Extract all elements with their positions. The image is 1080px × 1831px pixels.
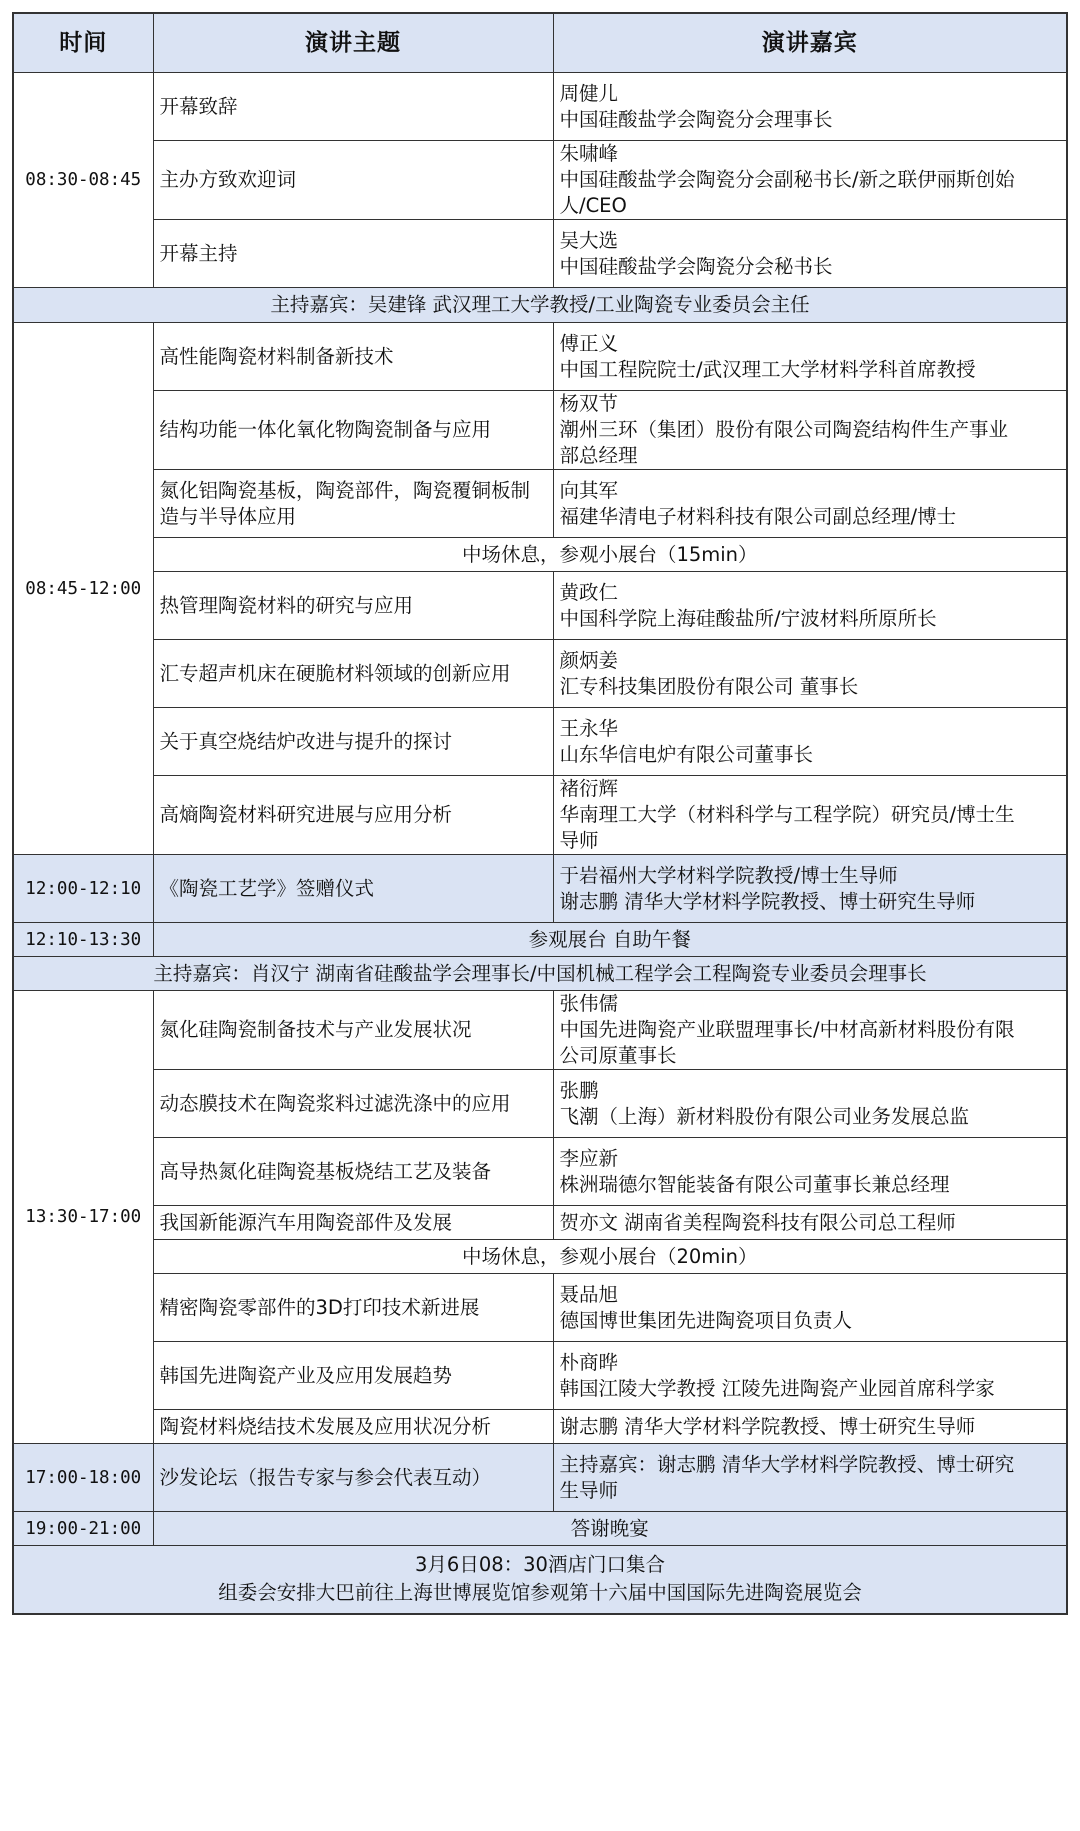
speaker-cell [553,640,1067,708]
header-topic: 演讲主题 [153,13,553,73]
speaker-title: 中国硅酸盐学会陶瓷分会副秘书长/新之联伊丽斯创始 [559,168,1015,191]
dinner-text: 答谢晚宴 [153,1512,1067,1546]
topic-cell: 我国新能源汽车用陶瓷部件及发展 [153,1206,553,1240]
topic-cell: 开幕致辞 [153,73,553,141]
host2-text: 主持嘉宾：肖汉宁 湖南省硅酸盐学会理事长/中国机械工程学会工程陶瓷专业委员会理事长 [13,957,1067,991]
speaker-cell [553,1274,1067,1342]
speaker-cell [553,708,1067,776]
schedule-table [12,12,1068,1615]
speaker-name: 黄政仁 [559,580,619,604]
speaker-name: 朱啸峰 [559,142,619,165]
topic-cell: 高性能陶瓷材料制备新技术 [153,323,553,391]
table-row [13,1410,1067,1444]
speaker-title: 公司原董事长 [559,1044,677,1067]
schedule-sheet [12,12,1066,1615]
forum-time: 17:00-18:00 [13,1444,153,1512]
topic-cell: 高导热氮化硅陶瓷基板烧结工艺及装备 [153,1138,553,1206]
speaker-cell [553,220,1067,288]
break-row [13,1240,1067,1274]
table-row [13,391,1067,470]
topic-cell: 《陶瓷工艺学》签赠仪式 [153,855,553,923]
speaker-name: 傅正义 [559,331,619,355]
speaker-cell [553,1342,1067,1410]
speaker-name: 张鹏 [559,1078,599,1102]
speaker-cell [553,776,1067,855]
speaker-title: 韩国江陵大学教授 江陵先进陶瓷产业园首席科学家 [559,1376,995,1400]
speaker-name: 朴商晔 [559,1350,619,1374]
speaker-title: 于岩福州大学材料学院教授/博士生导师 [559,863,898,887]
host-row [13,957,1067,991]
topic-cell: 动态膜技术在陶瓷浆料过滤洗涤中的应用 [153,1070,553,1138]
host1-text: 主持嘉宾：吴建锋 武汉理工大学教授/工业陶瓷专业委员会主任 [13,288,1067,323]
topic-cell: 陶瓷材料烧结技术发展及应用状况分析 [153,1410,553,1444]
speaker-title: 华南理工大学（材料科学与工程学院）研究员/博士生 [559,803,1015,826]
speaker-title: 株洲瑞德尔智能装备有限公司董事长兼总经理 [559,1172,950,1196]
footer-line: 组委会安排大巴前往上海世博展览馆参观第十六届中国国际先进陶瓷展览会 [218,1581,862,1605]
speaker-cell [553,1138,1067,1206]
table-row [13,1512,1067,1546]
speaker-name: 王永华 [559,716,619,740]
table-row [13,923,1067,957]
topic-cell: 沙发论坛（报告专家与参会代表互动） [153,1444,553,1512]
speaker-cell [553,141,1067,220]
session1-time: 08:30-08:45 [13,73,153,288]
speaker-title: 飞潮（上海）新材料股份有限公司业务发展总监 [559,1104,970,1128]
speaker-name: 颜炳姜 [559,648,619,672]
break-text: 中场休息，参观小展台（15min） [153,538,1067,572]
speaker-title: 中国科学院上海硅酸盐所/宁波材料所原所长 [559,606,937,630]
footer-note [13,1546,1067,1614]
table-row [13,73,1067,141]
speaker-title: 德国博世集团先进陶瓷项目负责人 [559,1308,853,1332]
speaker-title: 部总经理 [559,444,638,467]
speaker-title: 贺亦文 湖南省美程陶瓷科技有限公司总工程师 [559,1210,956,1234]
header-speaker: 演讲嘉宾 [553,13,1067,73]
table-row [13,640,1067,708]
speaker-name: 杨双节 [559,392,619,415]
table-row [13,991,1067,1070]
table-row [13,855,1067,923]
table-row [13,572,1067,640]
table-row [13,220,1067,288]
speaker-name: 周健儿 [559,81,619,105]
speaker-name: 褚衍辉 [559,777,619,800]
speaker-title: 导师 [559,829,599,852]
speaker-cell [553,1206,1067,1240]
topic-cell: 开幕主持 [153,220,553,288]
topic-cell: 结构功能一体化氧化物陶瓷制备与应用 [153,391,553,470]
table-row [13,1138,1067,1206]
break-text: 中场休息，参观小展台（20min） [153,1240,1067,1274]
table-row [13,1274,1067,1342]
speaker-title: 潮州三环（集团）股份有限公司陶瓷结构件生产事业 [559,418,1009,441]
topic-cell: 高熵陶瓷材料研究进展与应用分析 [153,776,553,855]
dinner-time: 19:00-21:00 [13,1512,153,1546]
speaker-name: 向其军 [559,478,619,502]
topic-cell: 热管理陶瓷材料的研究与应用 [153,572,553,640]
speaker-title: 汇专科技集团股份有限公司 董事长 [559,674,859,698]
gift-time: 12:00-12:10 [13,855,153,923]
speaker-title: 主持嘉宾：谢志鹏 清华大学材料学院教授、博士研究 [559,1452,1015,1476]
topic-cell: 汇专超声机床在硬脆材料领域的创新应用 [153,640,553,708]
speaker-title: 中国硅酸盐学会陶瓷分会理事长 [559,107,833,131]
speaker-cell [553,1444,1067,1512]
footer-row [13,1546,1067,1614]
table-row [13,776,1067,855]
speaker-cell [553,572,1067,640]
topic-cell: 关于真空烧结炉改进与提升的探讨 [153,708,553,776]
speaker-cell [553,1070,1067,1138]
table-row [13,323,1067,391]
speaker-title: 谢志鹏 清华大学材料学院教授、博士研究生导师 [559,1414,976,1438]
topic-cell: 氮化硅陶瓷制备技术与产业发展状况 [153,991,553,1070]
header-row [13,13,1067,73]
session3-time: 13:30-17:00 [13,991,153,1444]
table-row [13,1342,1067,1410]
speaker-cell [553,1410,1067,1444]
speaker-title: 山东华信电炉有限公司董事长 [559,742,814,766]
speaker-name: 张伟儒 [559,992,619,1015]
speaker-cell [553,73,1067,141]
speaker-title: 中国先进陶瓷产业联盟理事长/中材高新材料股份有限 [559,1018,1015,1041]
speaker-title: 中国工程院院士/武汉理工大学材料学科首席教授 [559,357,976,381]
lunch-time: 12:10-13:30 [13,923,153,957]
speaker-title: 生导师 [559,1478,619,1502]
table-row [13,1444,1067,1512]
table-row [13,1070,1067,1138]
speaker-title: 人/CEO [559,194,627,217]
header-time: 时间 [13,13,153,73]
speaker-cell [553,855,1067,923]
speaker-title: 中国硅酸盐学会陶瓷分会秘书长 [559,254,833,278]
footer-line: 3月6日08：30酒店门口集合 [415,1553,665,1577]
session2-time: 08:45-12:00 [13,323,153,855]
topic-cell: 韩国先进陶瓷产业及应用发展趋势 [153,1342,553,1410]
table-row [13,141,1067,220]
speaker-title: 谢志鹏 清华大学材料学院教授、博士研究生导师 [559,889,976,913]
table-row [13,708,1067,776]
speaker-name: 吴大选 [559,228,619,252]
lunch-text: 参观展台 自助午餐 [153,923,1067,957]
speaker-name: 聂品旭 [559,1282,619,1306]
host-row [13,288,1067,323]
break-row [13,538,1067,572]
topic-cell: 精密陶瓷零部件的3D打印技术新进展 [153,1274,553,1342]
speaker-cell [553,470,1067,538]
table-row [13,470,1067,538]
speaker-title: 福建华清电子材料科技有限公司副总经理/博士 [559,504,957,528]
speaker-cell [553,391,1067,470]
topic-cell: 氮化铝陶瓷基板，陶瓷部件，陶瓷覆铜板制造与半导体应用 [153,470,553,538]
table-row [13,1206,1067,1240]
speaker-cell [553,323,1067,391]
speaker-name: 李应新 [559,1146,619,1170]
speaker-cell [553,991,1067,1070]
topic-cell: 主办方致欢迎词 [153,141,553,220]
